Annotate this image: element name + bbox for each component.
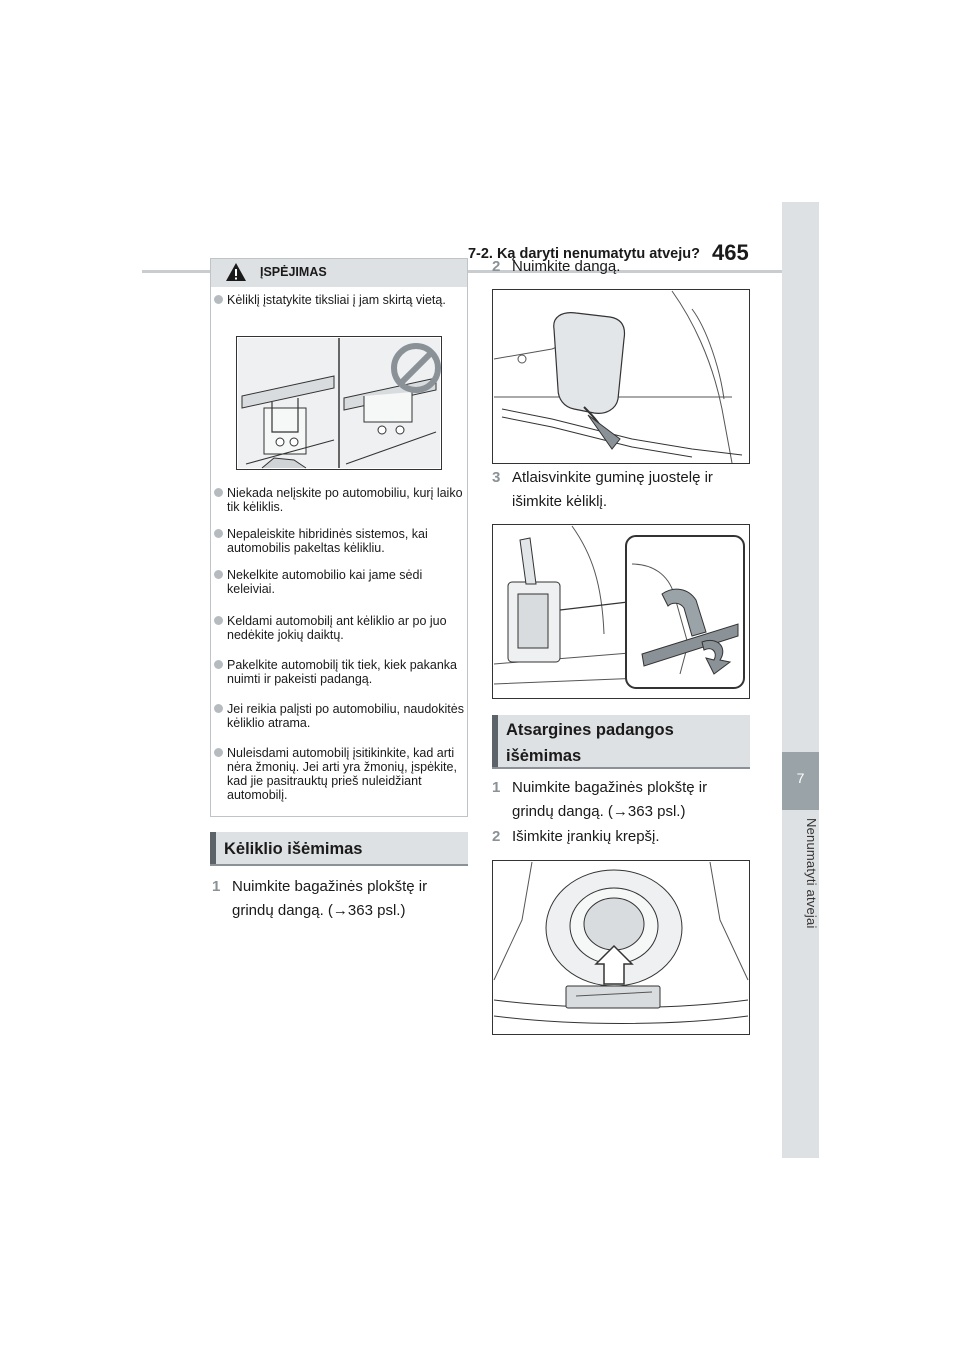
remove-tool-bag-figure <box>492 860 750 1035</box>
section-title: Atsargines padangos išėmimas <box>506 721 674 765</box>
jack-placement-figure <box>236 336 442 470</box>
bullet-dot <box>214 616 223 625</box>
section-accent-bar <box>210 832 216 864</box>
step-number: 1 <box>492 779 501 796</box>
caution-bullet-text: Pakelkite automobilį tik tiek, kiek pakanka nuimti ir pakeisti padangą. <box>227 658 457 686</box>
step-number: 1 <box>212 878 221 895</box>
bullet-dot <box>214 748 223 757</box>
chapter-number: 7 <box>796 770 805 786</box>
step-text: Nuimkite dangą. <box>512 258 621 275</box>
bullet-dot <box>214 295 223 304</box>
step-text: Nuimkite bagažinės plokštę ir grindų dangą. (→363 psl.) <box>512 779 708 820</box>
caution-bullet-text: Keldami automobilį ant kėliklio ar po juo nedėkite jokių daiktų. <box>227 614 447 642</box>
step-text: Atlaisvinkite guminę juostelę ir išimkite kėliklį. <box>512 469 713 510</box>
step-text: Nuimkite bagažinės plokštę ir grindų dangą. (→363 psl.) <box>232 878 428 919</box>
running-header: 7-2. Ką daryti nenumatytu atveju? <box>467 246 700 262</box>
caution-bullet-text: Jei reikia palįsti po automobiliu, naudokitės kėliklio atrama. <box>227 702 464 730</box>
caution-title: ĮSPĖJIMAS <box>260 265 327 279</box>
step-number: 2 <box>492 258 501 275</box>
bullet-dot <box>214 660 223 669</box>
step-number: 3 <box>492 469 501 486</box>
remove-jack-figure <box>492 524 750 699</box>
step-text: Išimkite įrankių krepšį. <box>512 828 660 845</box>
section-accent-bar <box>492 715 498 767</box>
warning-triangle-icon <box>225 262 247 282</box>
bullet-dot <box>214 704 223 713</box>
chapter-side-tab <box>782 202 819 1158</box>
remove-cover-figure <box>492 289 750 464</box>
caution-bullet-text: Nekelkite automobilio kai jame sėdi keleiviai. <box>227 568 423 596</box>
bullet-dot <box>214 488 223 497</box>
section-heading-jack <box>210 832 468 866</box>
caution-bullet-text: Nepaleiskite hibridinės sistemos, kai automobilis pakeltas kėlikliu. <box>227 527 428 555</box>
bullet-dot <box>214 570 223 579</box>
caution-bullet-text: Nuleisdami automobilį įsitikinkite, kad arti nėra žmonių. Jei arti yra žmonių, įspėkite, kad jie pasitrauktų prieš nuleidžiant automobilį. <box>227 746 457 802</box>
section-heading-spare <box>492 715 750 769</box>
step-number: 2 <box>492 828 501 845</box>
bullet-dot <box>214 529 223 538</box>
page-number: 465 <box>712 240 749 265</box>
caution-header <box>211 259 467 287</box>
caution-bullet-text: Niekada nelįskite po automobiliu, kurį laiko tik kėliklis. <box>227 486 463 514</box>
section-title: Kėliklio išėmimas <box>224 840 363 858</box>
caution-bullet-text: Kėliklį įstatykite tiksliai į jam skirtą vietą. <box>227 293 446 307</box>
chapter-label: Nenumatyti atvejai <box>804 818 819 929</box>
